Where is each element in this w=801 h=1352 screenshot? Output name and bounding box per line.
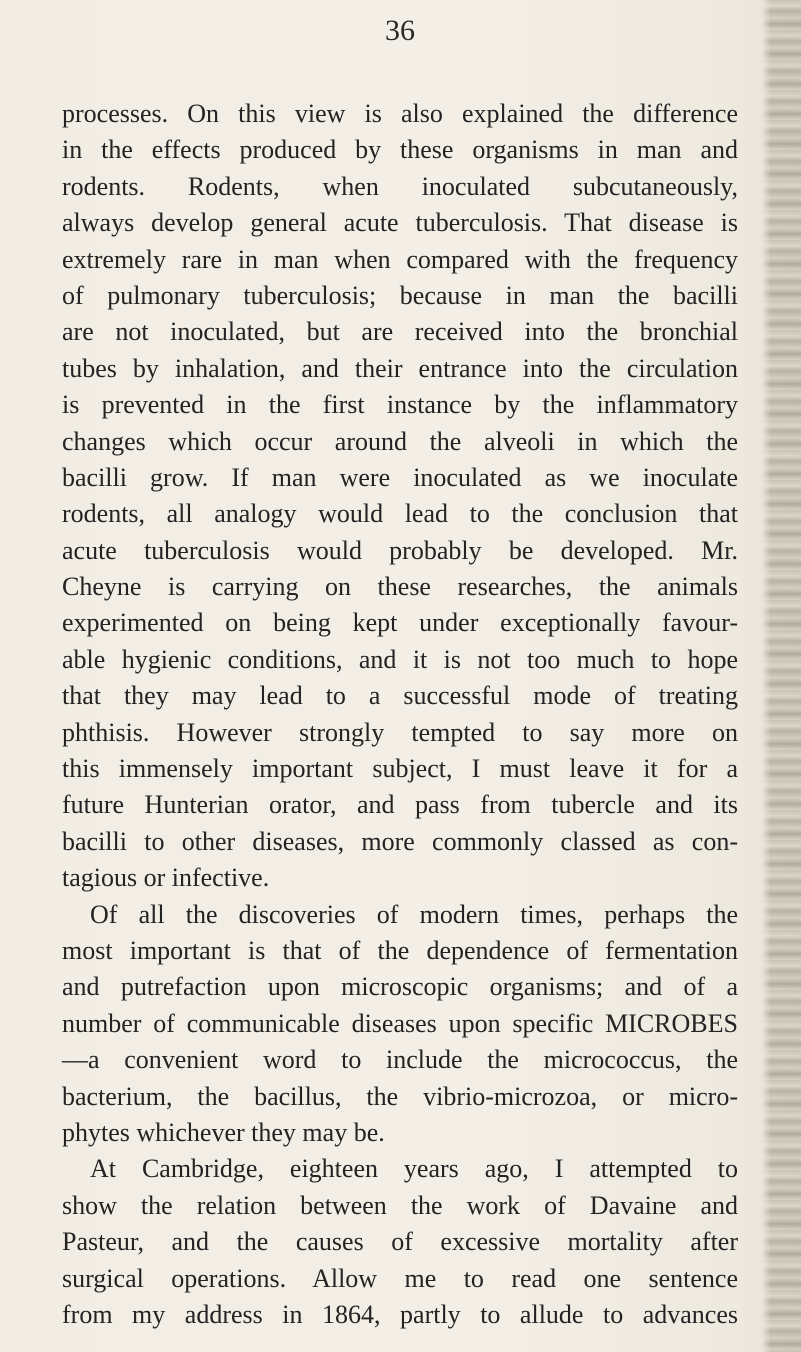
- text-line: Pasteur, and the causes of excessive mortality after: [62, 1227, 738, 1257]
- text-line: bacterium, the bacillus, the vibrio-microzoa, or micro-: [62, 1081, 738, 1111]
- text-line: tagious or infective.: [62, 863, 270, 893]
- text-line: bacilli grow. If man were inoculated as we inoculate: [62, 462, 738, 492]
- text-line: experimented on being kept under exceptionally favour-: [62, 608, 738, 638]
- page-edge-shadow: [761, 0, 801, 1352]
- body-text: [62, 96, 738, 1333]
- text-line: —a convenient word to include the micrococcus, the: [62, 1045, 738, 1075]
- text-line: always develop general acute tuberculosis. That disease is: [62, 208, 738, 238]
- text-line: surgical operations. Allow me to read one sentence: [62, 1263, 738, 1293]
- text-line: is prevented in the first instance by the inflammatory: [62, 390, 738, 420]
- text-line: extremely rare in man when compared with the frequency: [62, 244, 738, 274]
- text-line: number of communicable diseases upon specific MICROBES: [62, 1008, 738, 1038]
- text-line: bacilli to other diseases, more commonly classed as con-: [62, 826, 738, 856]
- text-line: show the relation between the work of Davaine and: [62, 1190, 738, 1220]
- text-line: At Cambridge, eighteen years ago, I attempted to: [90, 1154, 738, 1184]
- text-line: most important is that of the dependence of fermentation: [62, 935, 738, 965]
- text-line: acute tuberculosis would probably be developed. Mr.: [62, 535, 738, 565]
- text-line: rodents. Rodents, when inoculated subcutaneously,: [62, 171, 738, 201]
- page-number: 36: [385, 14, 415, 47]
- text-line: phytes whichever they may be.: [62, 1117, 385, 1147]
- text-line: Cheyne is carrying on these researches, the animals: [62, 572, 738, 602]
- text-line: tubes by inhalation, and their entrance into the circulation: [62, 353, 738, 383]
- text-line: in the effects produced by these organisms in man and: [62, 135, 738, 165]
- text-line: rodents, all analogy would lead to the conclusion that: [62, 499, 738, 529]
- text-line: this immensely important subject, I must leave it for a: [62, 754, 738, 784]
- text-line: that they may lead to a successful mode of treating: [62, 681, 738, 711]
- text-line: phthisis. However strongly tempted to say more on: [62, 717, 738, 747]
- text-line: from my address in 1864, partly to allude to advances: [62, 1299, 738, 1329]
- text-line: are not inoculated, but are received into the bronchial: [62, 317, 738, 347]
- text-line: and putrefaction upon microscopic organisms; and of a: [62, 972, 738, 1002]
- text-line: processes. On this view is also explained the difference: [62, 99, 738, 128]
- text-line: able hygienic conditions, and it is not too much to hope: [62, 644, 738, 674]
- text-line: Of all the discoveries of modern times, perhaps the: [90, 899, 738, 929]
- text-line: changes which occur around the alveoli in which the: [62, 426, 738, 456]
- text-line: of pulmonary tuberculosis; because in man the bacilli: [62, 280, 738, 310]
- text-line: future Hunterian orator, and pass from tubercle and its: [62, 790, 738, 820]
